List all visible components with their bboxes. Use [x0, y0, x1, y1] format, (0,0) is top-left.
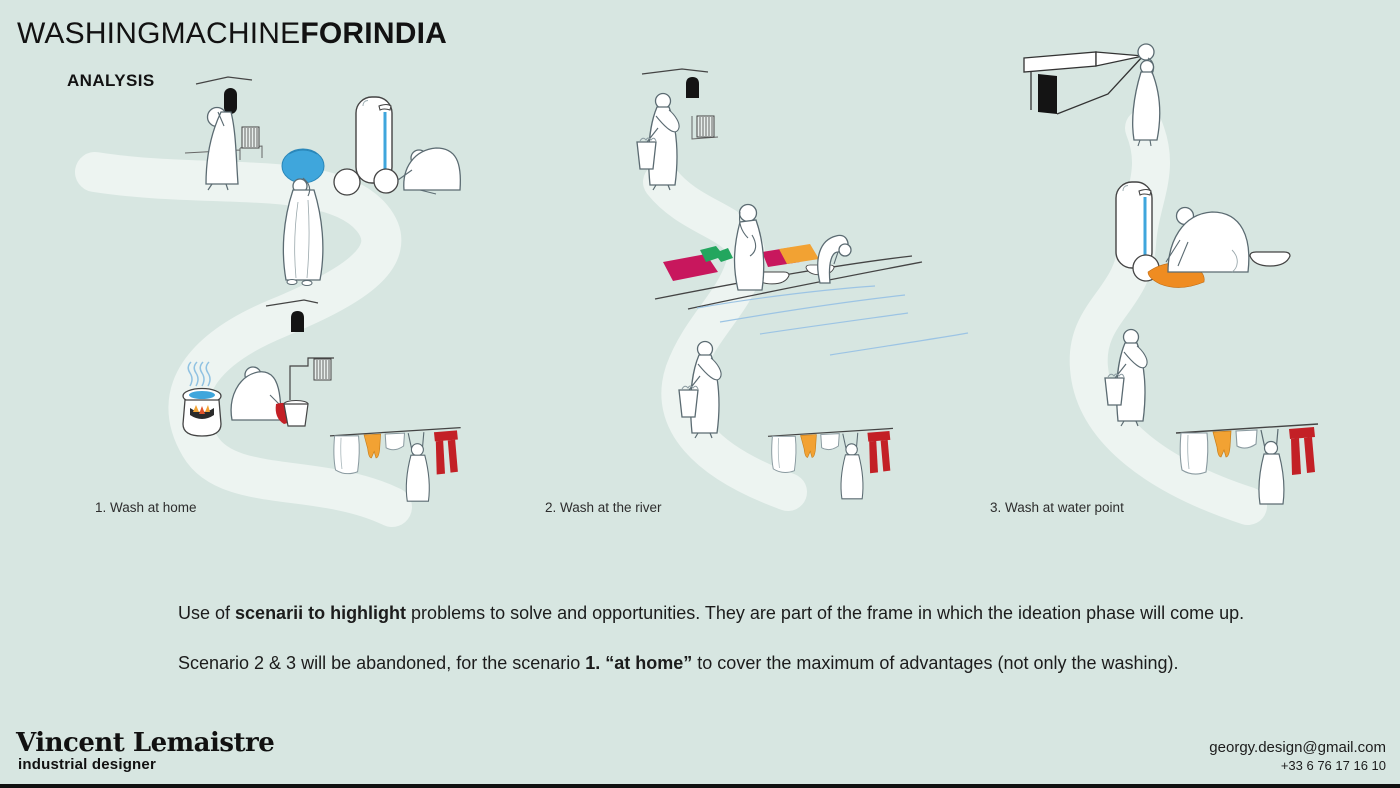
p1-post: problems to solve and opportunities. They are part of the frame in which the ideation phase will come up.: [406, 603, 1245, 623]
woman-filling-pot-illustration: [398, 148, 460, 194]
water-pot-icon: [334, 169, 360, 195]
p1-pre: Use of: [178, 603, 236, 623]
wall-line-icon: [642, 69, 708, 74]
analysis-paragraph-2: [178, 652, 1244, 674]
woman-bent-washing-illustration: [818, 235, 851, 283]
title-regular-part: WASHINGMACHINE: [17, 17, 301, 50]
woman-washing-red-cloth-illustration: [231, 367, 308, 426]
caption-scenario-2: 2. Wash at the river: [545, 500, 662, 515]
woman-at-house-illustration: [1133, 44, 1160, 146]
door-arch-icon: [686, 77, 699, 98]
caption-scenario-3: 3. Wash at water point: [990, 500, 1124, 515]
woman-carrying-pot-illustration: [206, 88, 238, 190]
p1-bold: scenarii to highlight: [235, 603, 407, 623]
green-cloth-icon: [700, 246, 733, 262]
window-bars-icon: [697, 116, 714, 137]
designer-role: industrial designer: [18, 756, 156, 773]
scenario-1-wash-at-home: [95, 77, 461, 507]
woman-washing-orange-cloth-illustration: [1148, 208, 1249, 288]
contact-email: georgy.design@gmail.com: [1209, 739, 1386, 756]
window-bars-icon: [242, 127, 259, 148]
wall-line-icon: [196, 77, 252, 84]
title-bold-part: FORINDIA: [300, 17, 447, 50]
section-heading: ANALYSIS: [67, 71, 155, 90]
bottom-bar: [0, 784, 1400, 788]
water-pot-icon: [374, 169, 398, 193]
analysis-paragraph-1: [178, 602, 1244, 624]
designer-name: Vincent Lemaistre: [16, 728, 275, 758]
walk-path-illustration: [662, 182, 788, 492]
p2-post: to cover the maximum of advantages (not only the washing).: [692, 653, 1179, 673]
woman-carrying-laundry-illustration: [637, 94, 679, 191]
caption-scenario-1: 1. Wash at home: [95, 500, 197, 515]
scenario-2-wash-at-river: [637, 69, 968, 499]
scenario-3-wash-at-water-point: [1024, 44, 1318, 506]
door-arch-icon: [291, 311, 304, 332]
p2-pre: Scenario 2 & 3 will be abandoned, for the scenario: [178, 653, 586, 673]
analysis-text: [178, 602, 1244, 674]
window-bars-icon: [314, 359, 331, 380]
house-illustration: [1024, 52, 1143, 114]
contact-phone: +33 6 76 17 16 10: [1280, 758, 1386, 773]
contact-block: [1209, 739, 1386, 773]
p2-bold: 1. “at home”: [585, 653, 693, 673]
woman-blue-pot-illustration: [282, 149, 324, 286]
wash-bowl-icon: [1250, 252, 1290, 266]
